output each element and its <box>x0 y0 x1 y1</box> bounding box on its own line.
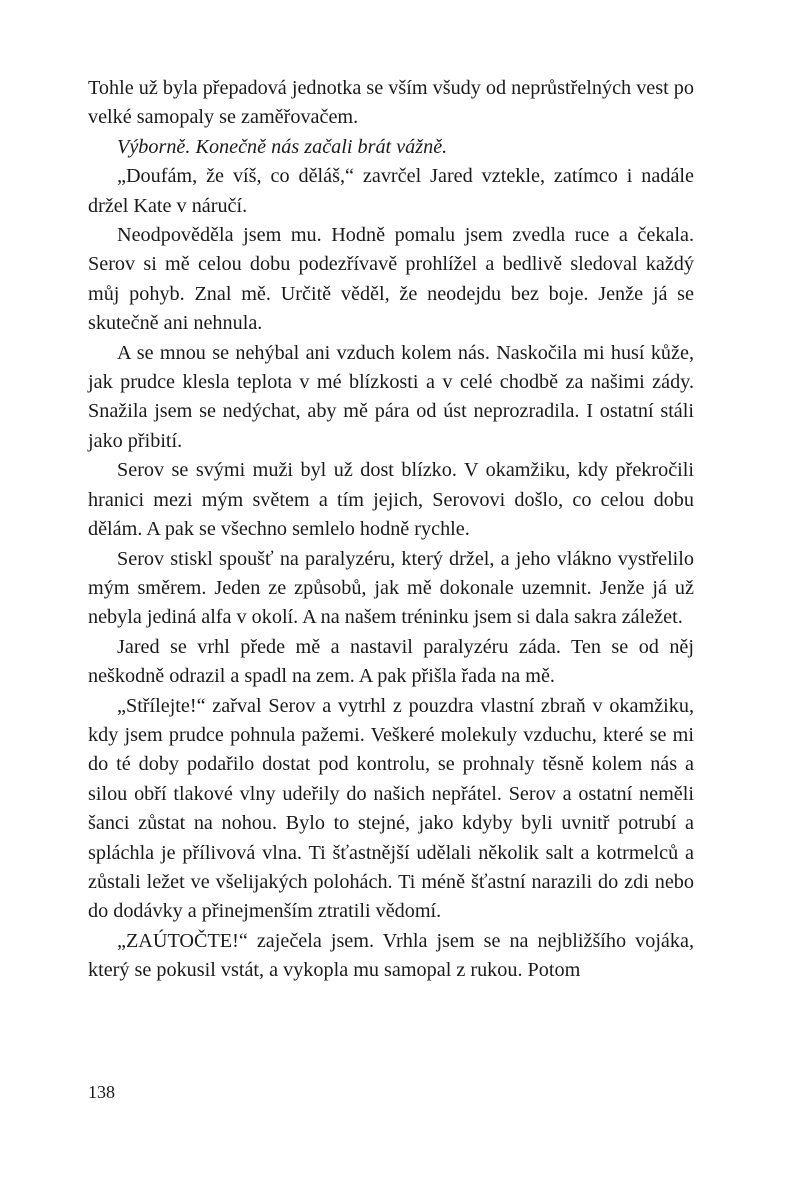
paragraph: Serov se svými muži byl už dost blízko. V okamžiku, kdy překročili hranici mezi mým světem a tím jejich, Serovovi došlo, co celou dobu dělám. A pak se všechno semlelo hodně rychle. <box>88 459 694 541</box>
paragraph: „Střílejte!“ zařval Serov a vytrhl z pouzdra vlastní zbraň v okamžiku, kdy jsem prudce pohnula pažemi. Veškeré molekuly vzduchu, které se mi do té doby podařilo dostat pod kontrolu, se prohnaly těsně kolem nás a silou obří tlakové vlny udeřily do našich nepřátel. Serov a ostatní neměli šanci zůstat na nohou. Bylo to stejné, jako kdyby byli uvnitř potrubí a spláchla je přílivová vlna. Ti šťastnější udělali několik salt a kotrmelců a zůstali ležet ve všelijakých polohách. Ti méně šťastní narazili do zdi nebo do dodávky a přinejmenším ztratili vědomí. <box>88 694 694 923</box>
paragraph: Jared se vrhl přede mě a nastavil paralyzéru záda. Ten se od něj neškodně odrazil a spadl na zem. A pak přišla řada na mě. <box>88 635 694 688</box>
book-page-body <box>88 74 694 986</box>
paragraph-italic-thought: Výborně. Konečně nás začali brát vážně. <box>117 135 448 158</box>
paragraph: Tohle už byla přepadová jednotka se vším všudy od neprůstřelných vest po velké samopaly se zaměřovačem. <box>88 77 694 129</box>
paragraph: Neodpověděla jsem mu. Hodně pomalu jsem zvedla ruce a čekala. Serov si mě celou dobu podezřívavě prohlížel a bedlivě sledoval každý můj pohyb. Znal mě. Určitě věděl, že neodejdu bez boje. Jenže já se skutečně ani nehnula. <box>88 224 694 335</box>
page-number: 138 <box>88 1082 115 1102</box>
paragraph: „Doufám, že víš, co děláš,“ zavrčel Jared vztekle, zatímco i nadále držel Kate v náručí. <box>88 165 694 217</box>
paragraph: A se mnou se nehýbal ani vzduch kolem nás. Naskočila mi husí kůže, jak prudce klesla teplota v mé blízkosti a v celé chodbě za našimi zády. Snažila jsem se nedýchat, aby mě pára od úst neprozradila. I ostatní stáli jako přibití. <box>88 341 694 452</box>
paragraph: Serov stiskl spoušť na paralyzéru, který držel, a jeho vlákno vystřelilo mým směrem. Jeden ze způsobů, jak mě dokonale uzemnit. Jenže já už nebyla jediná alfa v okolí. A na našem tréninku jsem si dala sakra záležet. <box>88 547 694 629</box>
paragraph: „ZAÚTOČTE!“ zaječela jsem. Vrhla jsem se na nejbližšího vojáka, který se pokusil vstát, a vykopla mu samopal z rukou. Potom <box>88 929 694 982</box>
